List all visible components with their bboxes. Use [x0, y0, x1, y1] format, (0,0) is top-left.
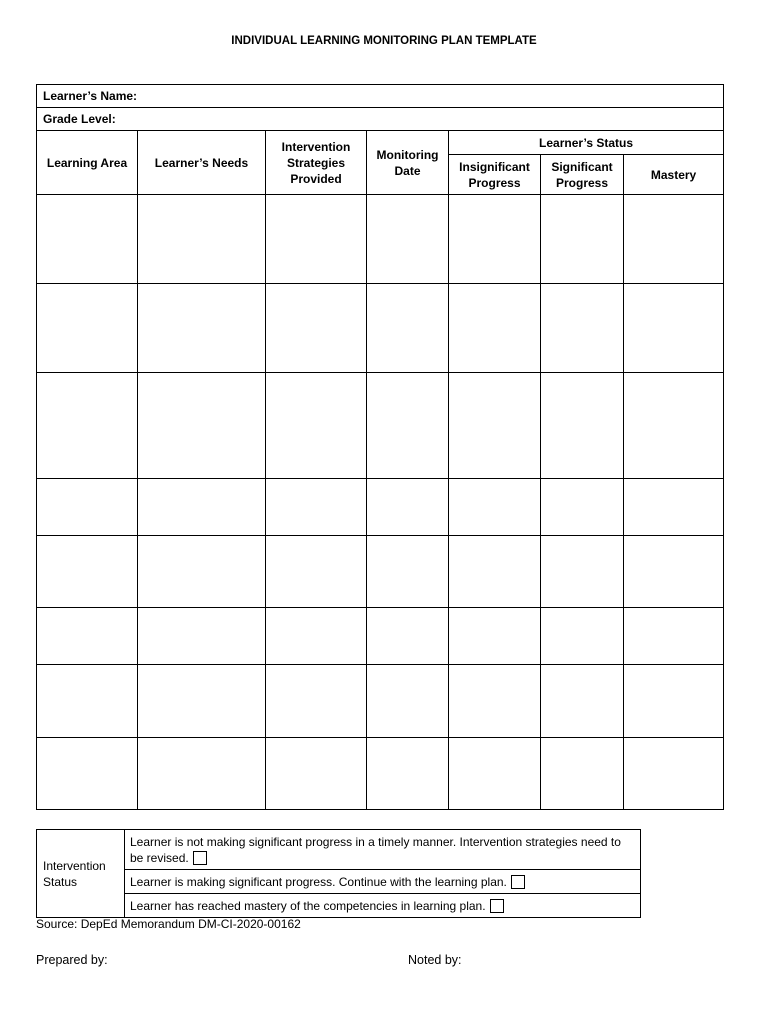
entry-cell[interactable]	[138, 738, 266, 810]
entry-cell[interactable]	[449, 195, 541, 284]
header-monitoring-date: Monitoring Date	[367, 131, 449, 195]
table-row	[37, 195, 724, 284]
entry-cell[interactable]	[266, 479, 367, 536]
entry-cell[interactable]	[449, 738, 541, 810]
header-learners-status: Learner’s Status	[449, 131, 724, 155]
learner-name-field[interactable]	[37, 85, 724, 108]
entry-cell[interactable]	[266, 738, 367, 810]
entry-cell[interactable]	[624, 738, 724, 810]
status-option-mastery: Learner has reached mastery of the competencies in learning plan.	[125, 894, 641, 918]
entry-cell[interactable]	[37, 665, 138, 738]
entry-cell[interactable]	[541, 738, 624, 810]
header-learning-area: Learning Area	[37, 131, 138, 195]
monitoring-plan-table	[36, 84, 724, 810]
grade-level-field[interactable]	[37, 108, 724, 131]
entry-cell[interactable]	[624, 479, 724, 536]
entry-cell[interactable]	[138, 608, 266, 665]
entry-cell[interactable]	[266, 608, 367, 665]
source-note: Source: DepEd Memorandum DM-CI-2020-00162	[36, 917, 301, 931]
entry-cell[interactable]	[624, 373, 724, 479]
table-body	[37, 195, 724, 810]
table-row	[37, 608, 724, 665]
entry-cell[interactable]	[541, 536, 624, 608]
entry-cell[interactable]	[37, 373, 138, 479]
table-row	[37, 479, 724, 536]
header-learners-needs: Learner’s Needs	[138, 131, 266, 195]
entry-cell[interactable]	[541, 195, 624, 284]
status-option-continue: Learner is making significant progress. Continue with the learning plan.	[125, 870, 641, 894]
entry-cell[interactable]	[541, 284, 624, 373]
entry-cell[interactable]	[367, 284, 449, 373]
entry-cell[interactable]	[266, 665, 367, 738]
entry-cell[interactable]	[37, 536, 138, 608]
entry-cell[interactable]	[367, 195, 449, 284]
checkbox-revise[interactable]	[193, 851, 207, 865]
entry-cell[interactable]	[541, 665, 624, 738]
entry-cell[interactable]	[367, 665, 449, 738]
entry-cell[interactable]	[624, 665, 724, 738]
table-row	[37, 665, 724, 738]
entry-cell[interactable]	[37, 284, 138, 373]
entry-cell[interactable]	[138, 373, 266, 479]
table-row	[37, 373, 724, 479]
entry-cell[interactable]	[367, 373, 449, 479]
header-significant-progress: Significant Progress	[541, 155, 624, 195]
checkbox-mastery[interactable]	[490, 899, 504, 913]
entry-cell[interactable]	[37, 195, 138, 284]
entry-cell[interactable]	[266, 373, 367, 479]
entry-cell[interactable]	[37, 479, 138, 536]
header-mastery: Mastery	[624, 155, 724, 195]
prepared-by-label: Prepared by:	[36, 953, 108, 967]
entry-cell[interactable]	[449, 284, 541, 373]
entry-cell[interactable]	[37, 738, 138, 810]
entry-cell[interactable]	[449, 665, 541, 738]
entry-cell[interactable]	[449, 536, 541, 608]
entry-cell[interactable]	[37, 608, 138, 665]
table-row	[37, 284, 724, 373]
header-intervention: Intervention Strategies Provided	[266, 131, 367, 195]
entry-cell[interactable]	[367, 479, 449, 536]
entry-cell[interactable]	[266, 536, 367, 608]
status-option-revise: Learner is not making significant progress in a timely manner. Intervention strategies need to be revised.	[125, 830, 641, 870]
entry-cell[interactable]	[138, 665, 266, 738]
grade-level-label: Grade Level:	[43, 112, 116, 126]
intervention-status-table	[36, 829, 641, 918]
entry-cell[interactable]	[541, 608, 624, 665]
entry-cell[interactable]	[138, 284, 266, 373]
table-row	[37, 738, 724, 810]
noted-by-label: Noted by:	[408, 953, 462, 967]
checkbox-continue[interactable]	[511, 875, 525, 889]
page-title: INDIVIDUAL LEARNING MONITORING PLAN TEMPLATE	[231, 35, 537, 47]
entry-cell[interactable]	[624, 536, 724, 608]
header-insignificant-progress: Insignificant Progress	[449, 155, 541, 195]
entry-cell[interactable]	[138, 536, 266, 608]
entry-cell[interactable]	[624, 195, 724, 284]
entry-cell[interactable]	[138, 195, 266, 284]
intervention-status-label: Intervention Status	[37, 830, 125, 918]
entry-cell[interactable]	[624, 608, 724, 665]
entry-cell[interactable]	[541, 373, 624, 479]
learner-name-label: Learner’s Name:	[43, 89, 138, 103]
entry-cell[interactable]	[367, 608, 449, 665]
entry-cell[interactable]	[449, 373, 541, 479]
entry-cell[interactable]	[138, 479, 266, 536]
entry-cell[interactable]	[266, 284, 367, 373]
entry-cell[interactable]	[624, 284, 724, 373]
entry-cell[interactable]	[367, 738, 449, 810]
table-row	[37, 536, 724, 608]
entry-cell[interactable]	[449, 479, 541, 536]
entry-cell[interactable]	[541, 479, 624, 536]
entry-cell[interactable]	[266, 195, 367, 284]
entry-cell[interactable]	[367, 536, 449, 608]
entry-cell[interactable]	[449, 608, 541, 665]
